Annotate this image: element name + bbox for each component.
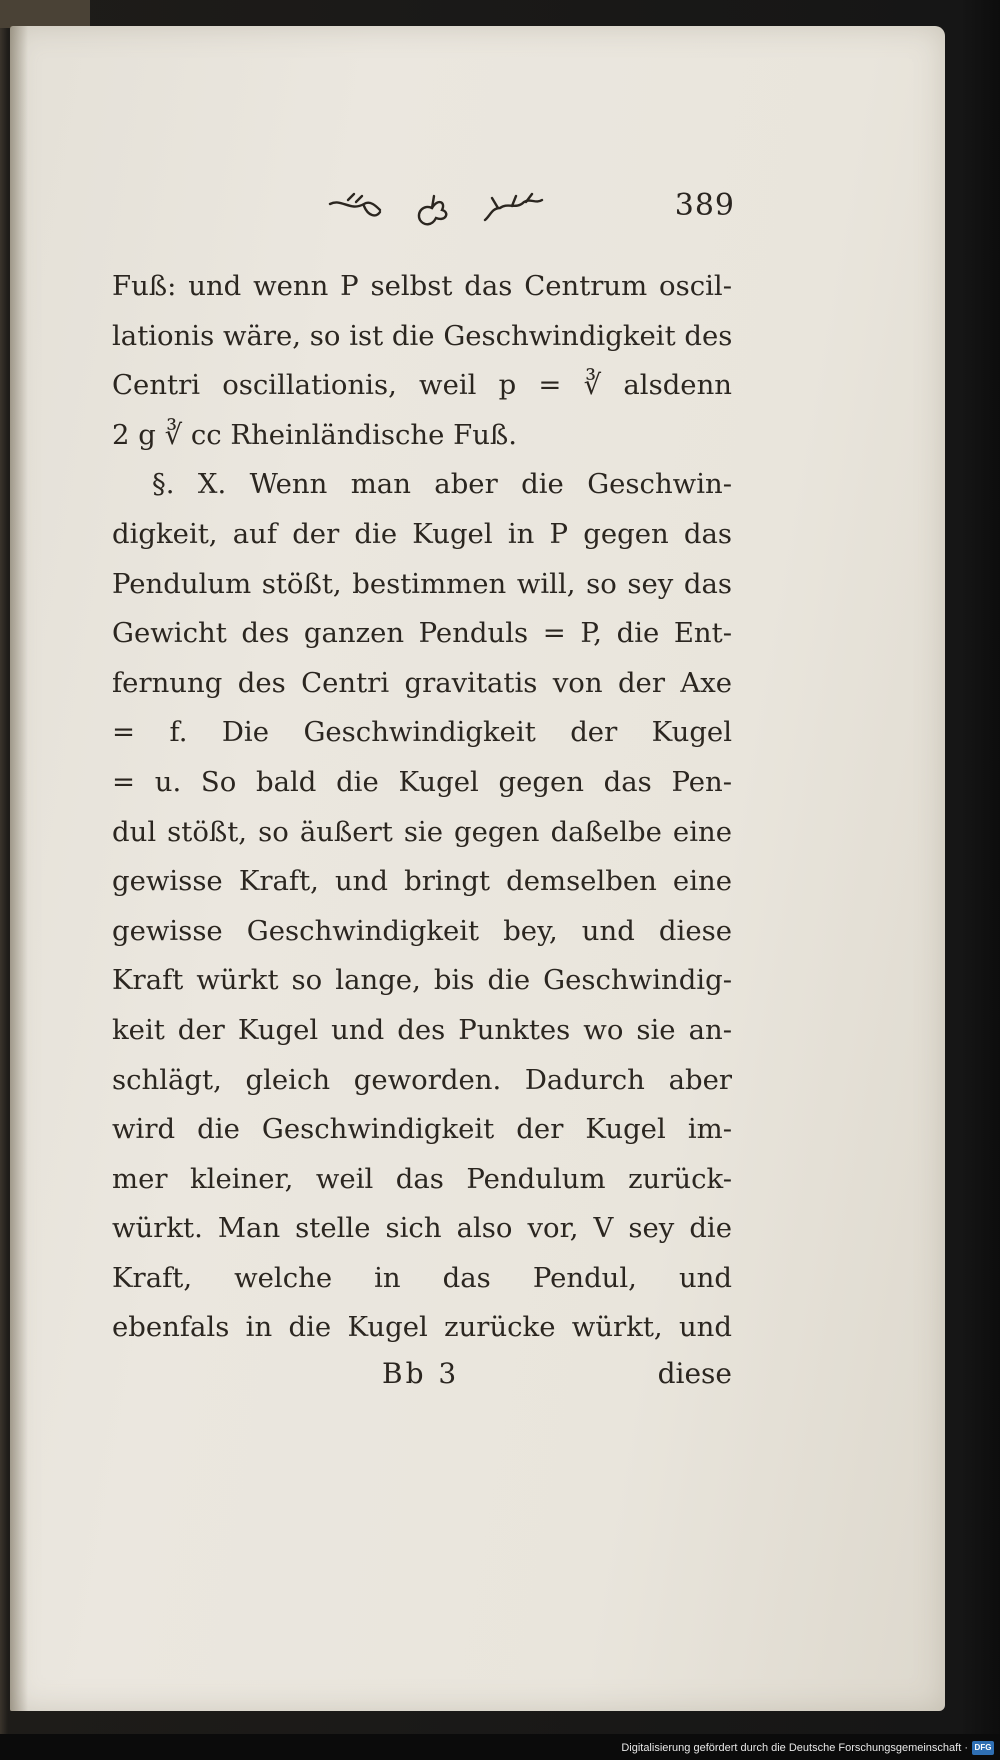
text-line: gewisse Kraft, und bringt demselben eine	[112, 865, 732, 898]
book-spine-edge	[0, 0, 90, 28]
text-line: fernung des Centri gravitatis von der Axe	[112, 666, 732, 699]
floral-vignette-icon	[320, 190, 550, 230]
text-line: 2 g ∛ cc Rheinländische Fuß.	[112, 418, 518, 451]
text-line: dul stößt, so äußert sie gegen daßelbe eine	[112, 815, 732, 848]
page-header	[105, 188, 735, 238]
text-line: lationis wäre, so ist die Geschwindigkeit des	[112, 319, 732, 352]
text-line: = f. Die Geschwindigkeit der Kugel	[112, 716, 732, 749]
credit-bar	[0, 1734, 1000, 1760]
section-heading-line: §. X. Wenn man aber die Geschwin-	[152, 468, 732, 501]
page-footer	[112, 1357, 732, 1407]
text-line: Pendulum stößt, bestimmen will, so sey das	[112, 567, 732, 600]
text-line: schlägt, gleich geworden. Dadurch aber	[112, 1063, 732, 1096]
text-line: = u. So bald die Kugel gegen das Pen-	[112, 765, 732, 798]
text-line: Centri oscillationis, weil p = ∛ alsdenn	[112, 369, 732, 402]
text-line: würkt. Man stelle sich also vor, V sey die	[112, 1212, 732, 1245]
text-line: Fuß: und wenn P selbst das Centrum oscil-	[112, 270, 732, 302]
text-line: ebenfals in die Kugel zurücke würkt, und	[112, 1311, 732, 1344]
text-line: gewisse Geschwindigkeit bey, und diese	[112, 914, 732, 947]
text-line: Gewicht des ganzen Penduls = P, die Ent-	[112, 617, 732, 650]
text-line: keit der Kugel und des Punktes wo sie an-	[112, 1013, 732, 1046]
funding-credit: Digitalisierung gefördert durch die Deutsche Forschungsgemeinschaft ·	[621, 1742, 968, 1754]
text-line: Kraft würkt so lange, bis die Geschwindig-	[112, 964, 732, 997]
body-text	[112, 262, 732, 1353]
text-line: mer kleiner, weil das Pendulum zurück-	[112, 1162, 732, 1195]
text-line: Kraft, welche in das Pendul, und	[112, 1261, 732, 1294]
dfg-logo: DFG	[972, 1741, 994, 1755]
page-number: 389	[674, 188, 735, 223]
catchword: diese	[657, 1357, 732, 1390]
signature-mark: Bb 3	[382, 1357, 460, 1390]
text-line: wird die Geschwindigkeit der Kugel im-	[112, 1113, 732, 1146]
text-line: digkeit, auf der die Kugel in P gegen das	[112, 517, 732, 550]
